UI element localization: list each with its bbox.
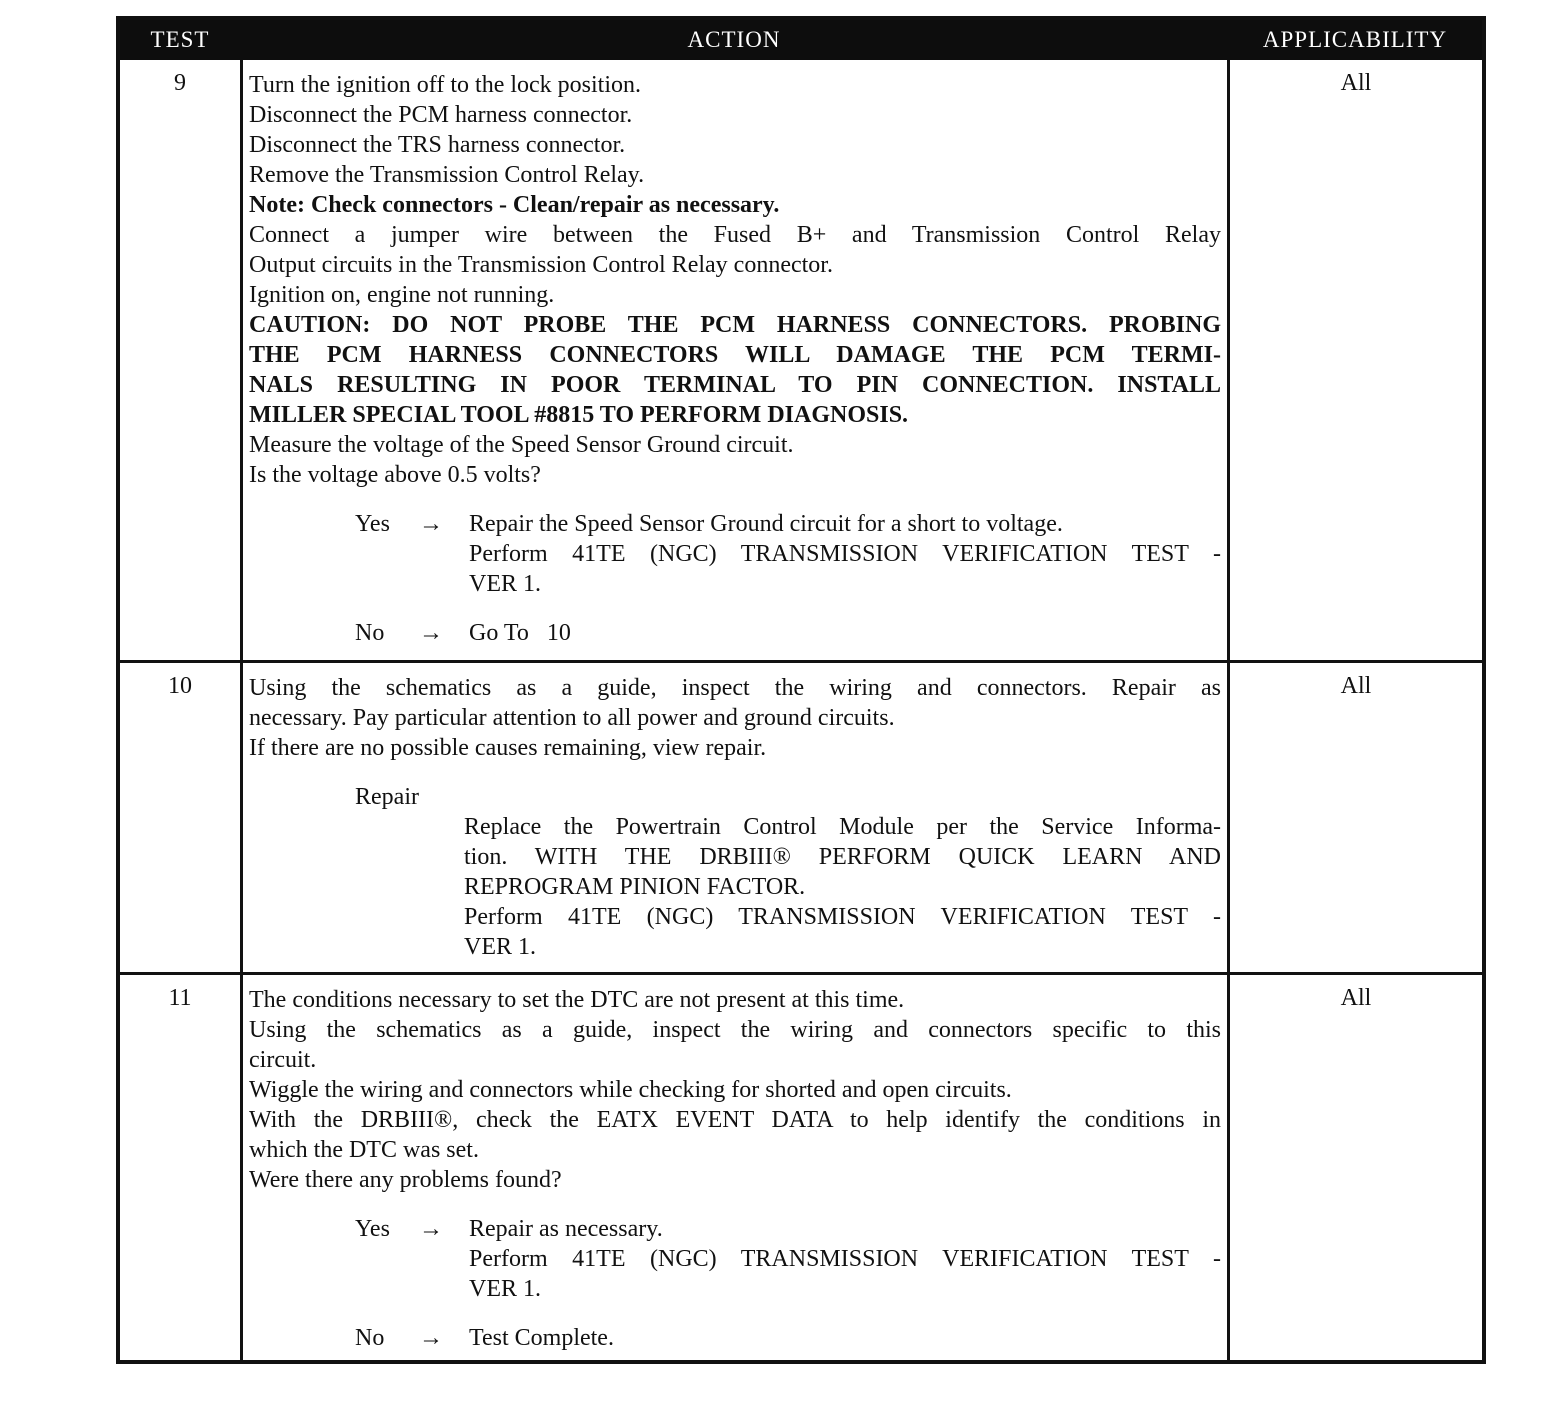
test-number: 9 bbox=[174, 70, 186, 96]
action-cell bbox=[240, 663, 1230, 972]
table-header bbox=[120, 20, 1482, 60]
response-line: Test Complete. bbox=[469, 1325, 614, 1351]
yes-label: Yes bbox=[355, 511, 390, 537]
applicability-cell: All bbox=[1340, 673, 1372, 699]
no-label: No bbox=[355, 620, 385, 646]
repair-label: Repair bbox=[355, 784, 419, 810]
table-row-test-10 bbox=[120, 660, 1482, 972]
step-line: The conditions necessary to set the DTC are not present at this time. bbox=[249, 987, 905, 1013]
applicability-cell: All bbox=[1340, 70, 1372, 96]
response-line: VER 1. bbox=[469, 571, 541, 597]
response-line: Go To 10 bbox=[469, 620, 571, 646]
step-line: Ignition on, engine not running. bbox=[249, 282, 555, 308]
question-text: Were there any problems found? bbox=[249, 1167, 562, 1193]
step-line: If there are no possible causes remaining, view repair. bbox=[249, 735, 767, 761]
step-line: Remove the Transmission Control Relay. bbox=[249, 162, 645, 188]
step-line: Using the schematics as a guide, inspect the wiring and connectors specific to this bbox=[249, 1017, 1221, 1043]
header-action: ACTION bbox=[687, 27, 781, 52]
yes-label: Yes bbox=[355, 1216, 390, 1242]
caution-line: CAUTION: DO NOT PROBE THE PCM HARNESS CONNECTORS. PROBING bbox=[249, 312, 1221, 338]
question-text: Is the voltage above 0.5 volts? bbox=[249, 462, 541, 488]
step-line: necessary. Pay particular attention to all power and ground circuits. bbox=[249, 705, 895, 731]
no-label: No bbox=[355, 1325, 385, 1351]
repair-line: Replace the Powertrain Control Module per the Service Informa- bbox=[464, 814, 1221, 840]
action-cell bbox=[240, 975, 1230, 1360]
test-number: 10 bbox=[168, 673, 192, 699]
arrow-icon: → bbox=[419, 1216, 443, 1242]
header-applicability: APPLICABILITY bbox=[1262, 27, 1448, 52]
repair-line: tion. WITH THE DRBIII® PERFORM QUICK LEARN AND bbox=[464, 844, 1221, 870]
table-row-test-11 bbox=[120, 972, 1482, 1360]
caution-line: MILLER SPECIAL TOOL #8815 TO PERFORM DIAGNOSIS. bbox=[249, 402, 909, 428]
repair-line: VER 1. bbox=[464, 934, 536, 960]
caution-line: THE PCM HARNESS CONNECTORS WILL DAMAGE THE PCM TERMI- bbox=[249, 342, 1221, 368]
step-line: Connect a jumper wire between the Fused B+ and Transmission Control Relay bbox=[249, 222, 1221, 248]
step-line: With the DRBIII®, check the EATX EVENT DATA to help identify the conditions in bbox=[249, 1107, 1221, 1133]
step-line: Disconnect the PCM harness connector. bbox=[249, 102, 633, 128]
repair-instructions bbox=[464, 812, 1221, 962]
step-line: Output circuits in the Transmission Control Relay connector. bbox=[249, 252, 833, 278]
step-line: Disconnect the TRS harness connector. bbox=[249, 132, 626, 158]
step-line: Turn the ignition off to the lock position. bbox=[249, 72, 642, 98]
step-line: which the DTC was set. bbox=[249, 1137, 479, 1163]
applicability-cell: All bbox=[1340, 985, 1372, 1011]
response-line: Perform 41TE (NGC) TRANSMISSION VERIFICATION TEST - bbox=[469, 1246, 1221, 1272]
response-line: VER 1. bbox=[469, 1276, 541, 1302]
step-line: Using the schematics as a guide, inspect the wiring and connectors. Repair as bbox=[249, 675, 1221, 701]
repair-line: Perform 41TE (NGC) TRANSMISSION VERIFICATION TEST - bbox=[464, 904, 1221, 930]
step-line: Wiggle the wiring and connectors while checking for shorted and open circuits. bbox=[249, 1077, 1012, 1103]
step-line: circuit. bbox=[249, 1047, 317, 1073]
arrow-icon: → bbox=[419, 511, 443, 537]
header-test: TEST bbox=[150, 27, 210, 52]
no-response bbox=[249, 618, 1221, 648]
note-text: Note: Check connectors - Clean/repair as necessary. bbox=[249, 192, 780, 218]
no-response bbox=[249, 1323, 1221, 1353]
response-line: Perform 41TE (NGC) TRANSMISSION VERIFICATION TEST - bbox=[469, 541, 1221, 567]
response-line: Repair the Speed Sensor Ground circuit for a short to voltage. bbox=[469, 511, 1063, 537]
arrow-icon: → bbox=[419, 1325, 443, 1351]
diagnostic-test-table bbox=[116, 16, 1486, 1364]
yes-response bbox=[249, 509, 1221, 599]
caution-line: NALS RESULTING IN POOR TERMINAL TO PIN CONNECTION. INSTALL bbox=[249, 372, 1221, 398]
table-row-test-9 bbox=[120, 60, 1482, 660]
arrow-icon: → bbox=[419, 620, 443, 646]
step-line: Measure the voltage of the Speed Sensor Ground circuit. bbox=[249, 432, 794, 458]
repair-line: REPROGRAM PINION FACTOR. bbox=[464, 874, 806, 900]
yes-response bbox=[249, 1214, 1221, 1304]
response-line: Repair as necessary. bbox=[469, 1216, 663, 1242]
action-cell bbox=[240, 60, 1230, 660]
test-number: 11 bbox=[168, 985, 192, 1011]
